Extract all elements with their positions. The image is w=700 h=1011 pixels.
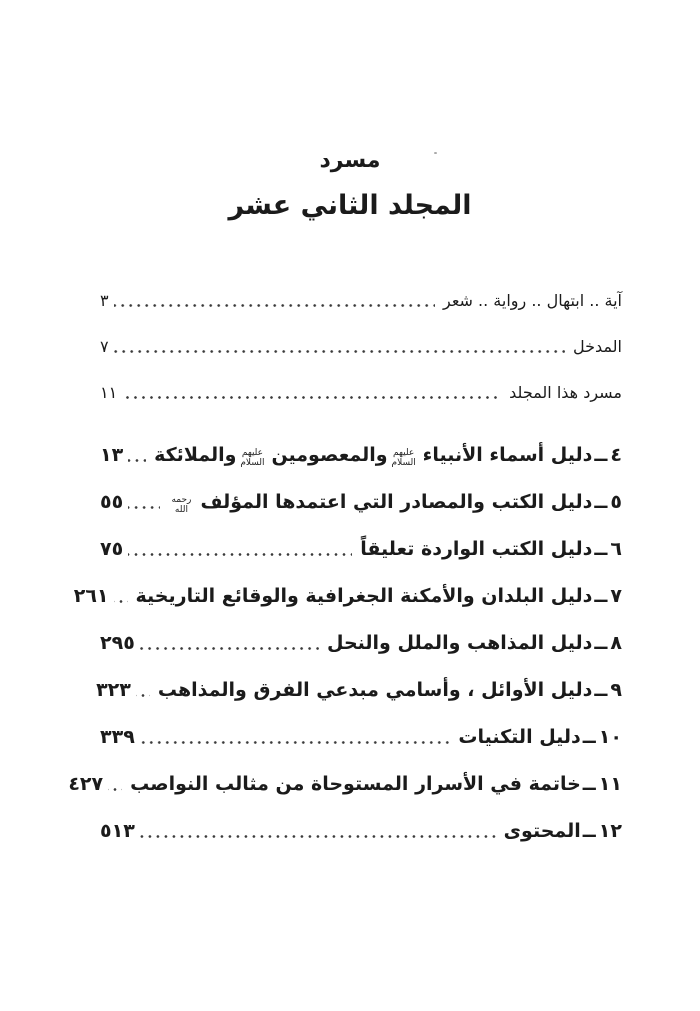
entry-dash: ــ xyxy=(594,538,608,560)
page-number: ٧٥ xyxy=(100,538,124,560)
page-number: ٥١٣ xyxy=(100,820,135,842)
toc-row xyxy=(100,334,622,360)
entry-dash: ــ xyxy=(594,444,608,466)
entry-title xyxy=(357,534,592,564)
page-number: ٣ xyxy=(100,291,109,310)
volume-title: المجلد الثاني عشر xyxy=(228,190,472,221)
page-number: ٢٦١ xyxy=(73,585,109,607)
title-text: دليل المذاهب والملل والنحل xyxy=(327,632,593,654)
dot-leader xyxy=(128,459,146,462)
entry-title xyxy=(165,487,592,517)
toc-row xyxy=(100,288,622,314)
entry-title xyxy=(506,380,622,406)
title-text: والمعصومين xyxy=(271,444,388,466)
entry-number: ٤ xyxy=(610,444,622,466)
entries-list xyxy=(68,440,622,846)
entry-number: ٩ xyxy=(610,679,622,701)
entry-dash: ــ xyxy=(582,820,596,842)
honorific-mark: عليهم السلام xyxy=(391,447,416,468)
entry-dash: ــ xyxy=(594,491,608,513)
page-number: ١٣ xyxy=(100,444,124,466)
dot-leader xyxy=(140,741,451,744)
dot-leader xyxy=(122,396,501,399)
entry-number: ١١ xyxy=(598,773,622,795)
entry-title xyxy=(501,816,581,846)
entry-title xyxy=(440,288,622,314)
honorific-mark: رحمه الله xyxy=(171,494,192,515)
toc-row xyxy=(96,675,622,705)
entry-title xyxy=(151,440,592,470)
title-text: المدخل xyxy=(573,337,622,356)
entry-title xyxy=(570,334,622,360)
entry-title xyxy=(127,769,581,799)
title-text: المحتوى xyxy=(503,820,581,842)
title-text: دليل الأوائل ، وأسامي مبدعي الفرق والمذاهب xyxy=(157,679,593,701)
toc-row xyxy=(100,440,622,470)
dot-leader xyxy=(114,600,128,603)
toc-row xyxy=(73,581,622,611)
front-list xyxy=(100,288,622,406)
scan-speck xyxy=(434,152,437,154)
page-number: ٧ xyxy=(100,337,109,356)
toc-row xyxy=(68,769,622,799)
entry-number: ٥ xyxy=(610,491,622,513)
title-text: دليل البلدان والأمكنة الجغرافية والوقائع التاريخية xyxy=(135,585,593,607)
page-number: ٣٢٣ xyxy=(96,679,131,701)
entry-dash: ــ xyxy=(582,726,596,748)
dot-leader xyxy=(136,694,150,697)
dot-leader xyxy=(140,835,496,838)
entry-number: ١٠ xyxy=(598,726,622,748)
entry-dash: ــ xyxy=(594,632,608,654)
title-text: دليل أسماء الأنبياء xyxy=(422,444,593,466)
toc-row xyxy=(100,380,622,406)
toc-row xyxy=(100,628,622,658)
entry-dash: ــ xyxy=(582,773,596,795)
toc-lists xyxy=(0,288,700,846)
entry-number: ١٢ xyxy=(598,820,622,842)
title-text: دليل الكتب والمصادر التي اعتمدها المؤلف xyxy=(200,491,593,513)
entry-number: ٧ xyxy=(610,585,622,607)
entry-title xyxy=(155,675,593,705)
page-title: مسرد xyxy=(319,148,381,173)
entry-dash: ــ xyxy=(594,585,608,607)
toc-row xyxy=(100,816,622,846)
dot-leader xyxy=(114,304,435,307)
toc-row xyxy=(100,534,622,564)
title-text: آية .. ابتهال .. رواية .. شعر xyxy=(443,291,622,310)
entry-title xyxy=(133,581,593,611)
dot-leader xyxy=(140,647,319,650)
title-text: دليل التكنيات xyxy=(458,726,581,748)
entry-number: ٦ xyxy=(610,538,622,560)
entry-number: ٨ xyxy=(610,632,622,654)
title-text: دليل الكتب الواردة تعليقاً xyxy=(360,538,593,560)
dot-leader xyxy=(108,788,122,791)
toc-row xyxy=(100,487,622,517)
dot-leader xyxy=(128,506,160,509)
page-number: ٤٢٧ xyxy=(68,773,104,795)
page-number: ١١ xyxy=(100,383,118,402)
page-number: ٢٩٥ xyxy=(100,632,135,654)
title-text: مسرد هذا المجلد xyxy=(509,383,622,402)
honorific-mark: عليهم السلام xyxy=(240,447,265,468)
toc-row xyxy=(100,722,622,752)
dot-leader xyxy=(128,553,352,556)
entry-title xyxy=(324,628,592,658)
entry-dash: ــ xyxy=(594,679,608,701)
title-text: والملائكة xyxy=(154,444,237,466)
header xyxy=(0,0,700,222)
dot-leader xyxy=(114,350,565,353)
page-number: ٥٥ xyxy=(100,491,124,513)
page-number: ٣٣٩ xyxy=(100,726,135,748)
entry-title xyxy=(455,722,580,752)
title-text: خاتمة في الأسرار المستوحاة من مثالب النواصب xyxy=(130,773,581,795)
